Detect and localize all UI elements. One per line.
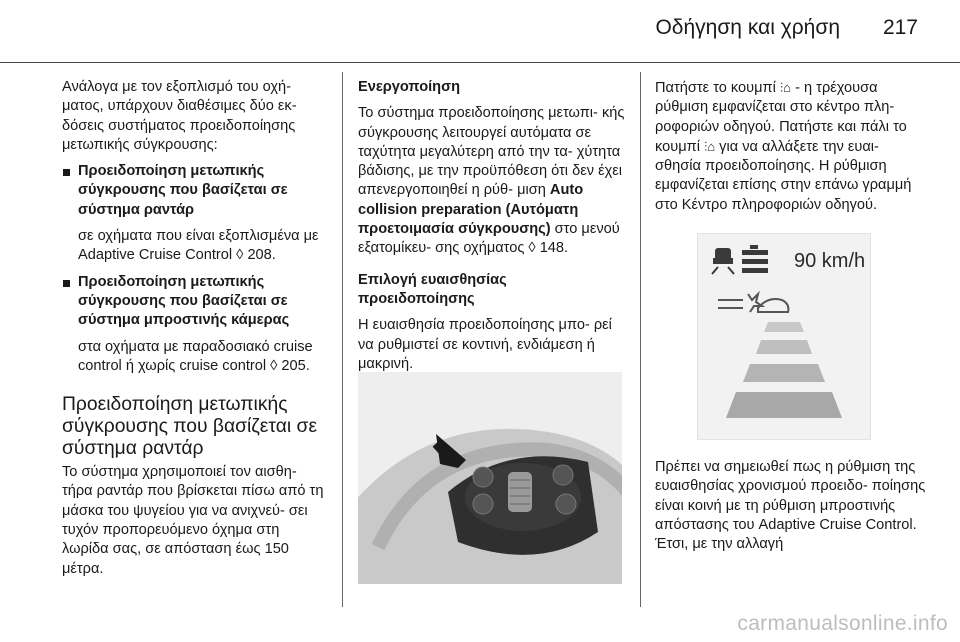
header-rule xyxy=(0,62,960,63)
steering-wheel-illustration xyxy=(358,372,622,584)
page-number: 217 xyxy=(882,16,918,39)
page-header xyxy=(0,14,918,54)
instruction-text-b: - η τρέχουσα ρύθμιση εμφανίζεται στο κέντρο πλη- ροφοριών οδηγού. Πατήστε και πάλι το κουμπί xyxy=(655,80,907,155)
column-3 xyxy=(655,78,925,222)
activation-title: Ενεργοποίηση xyxy=(358,79,460,95)
section-heading: Προειδοποίηση μετωπικής σύγκρουσης που βασίζεται σε σύστημα ραντάρ xyxy=(62,394,318,460)
driver-info-display-figure xyxy=(697,233,871,440)
activation-text-a: Το σύστημα προειδοποίησης μετωπι- κής σύγκρουσης λειτουργεί αυτόματα σε ταχύτητα μεγαλύτερη από την τα- χύτητα βάδισης, με την προϋπόθεση ότι δεν έχει απενεργοποιηθεί η ρύθ- μιση xyxy=(358,105,625,199)
sensitivity-text: Η ευαισθησία προειδοποίησης μπο- ρεί να ρυθμιστεί σε κοντινή, ενδιάμεση ή μακρινή. xyxy=(358,317,612,372)
forward-collision-icon xyxy=(712,248,734,274)
instruction-text-a: Πατήστε το κουμπί xyxy=(655,80,776,96)
bullet-radar-text: σε οχήματα που είναι εξοπλισμένα με Adaptive Cruise Control ◊ 208. xyxy=(78,228,319,264)
column-2 xyxy=(358,78,626,381)
column-divider-1 xyxy=(342,72,343,607)
following-distance-icon xyxy=(742,245,768,273)
gap-button-icon: ⫶⌂ xyxy=(779,80,792,95)
steering-wheel-figure xyxy=(358,372,622,584)
sensitivity-title: Επιλογή ευαισθησίας προειδοποίησης xyxy=(358,271,507,307)
bullet-camera-text: στα οχήματα με παραδοσιακό cruise control ή χωρίς cruise control ◊ 205. xyxy=(78,338,313,374)
instruction-text-c: για να αλλάξετε την ευαι- σθησία προειδοποίησης. Η ρύθμιση εμφανίζεται επίσης στην επάνω γραμμή στο Κέντρο πληροφοριών οδηγού. xyxy=(655,138,912,213)
gap-button-icon-2: ⫶⌂ xyxy=(704,138,716,154)
activation-paragraph xyxy=(358,104,626,258)
watermark: carmanualsonline.info xyxy=(737,612,948,635)
section-body: Το σύστημα χρησιμοποιεί τον αισθη- τήρα ραντάρ που βρίσκεται πίσω από τη μάσκα του ψυγείου για να ανιχνεύ- σει τυχόν προπορευόμενο όχημα στη λωρίδα σας, σε απόσταση έως 150 μέτρα. xyxy=(62,464,324,577)
display-speed: 90 km/h xyxy=(794,250,866,272)
column-3-lower xyxy=(655,458,927,561)
page-title: Οδήγηση και χρήση xyxy=(655,16,840,39)
column-1 xyxy=(62,78,328,586)
intro-paragraph: Ανάλογα με τον εξοπλισμό του οχή- ματος, υπάρχουν διαθέσιμες δύο εκ- δόσεις συστήματος προειδοποίησης μετωπικής σύγκρουσης: xyxy=(62,79,297,153)
collision-star-icon xyxy=(718,294,788,312)
column-divider-2 xyxy=(640,72,641,607)
bullet-camera-title: Προειδοποίηση μετωπικής σύγκρουσης που βασίζεται σε σύστημα μπροστινής κάμερας xyxy=(62,273,328,331)
instruction-paragraph xyxy=(655,78,925,215)
activation-text-b: στο μενού εξατομίκευ- σης οχήματος ◊ 148. xyxy=(358,221,620,257)
bullet-radar-title: Προειδοποίηση μετωπικής σύγκρουσης που βασίζεται σε σύστημα ραντάρ xyxy=(62,162,328,220)
driver-info-display-illustration xyxy=(698,234,870,439)
note-paragraph: Πρέπει να σημειωθεί πως η ρύθμιση της ευαισθησίας χρονισμού προειδο- ποίησης είναι κοινή με τη ρύθμιση μπροστινής απόστασης του Adaptive Cruise Control. Έτσι, με την αλλαγή xyxy=(655,459,926,553)
activation-setting-name: Auto collision preparation (Αυτόματη προετοιμασία σύγκρουσης) xyxy=(358,182,584,238)
